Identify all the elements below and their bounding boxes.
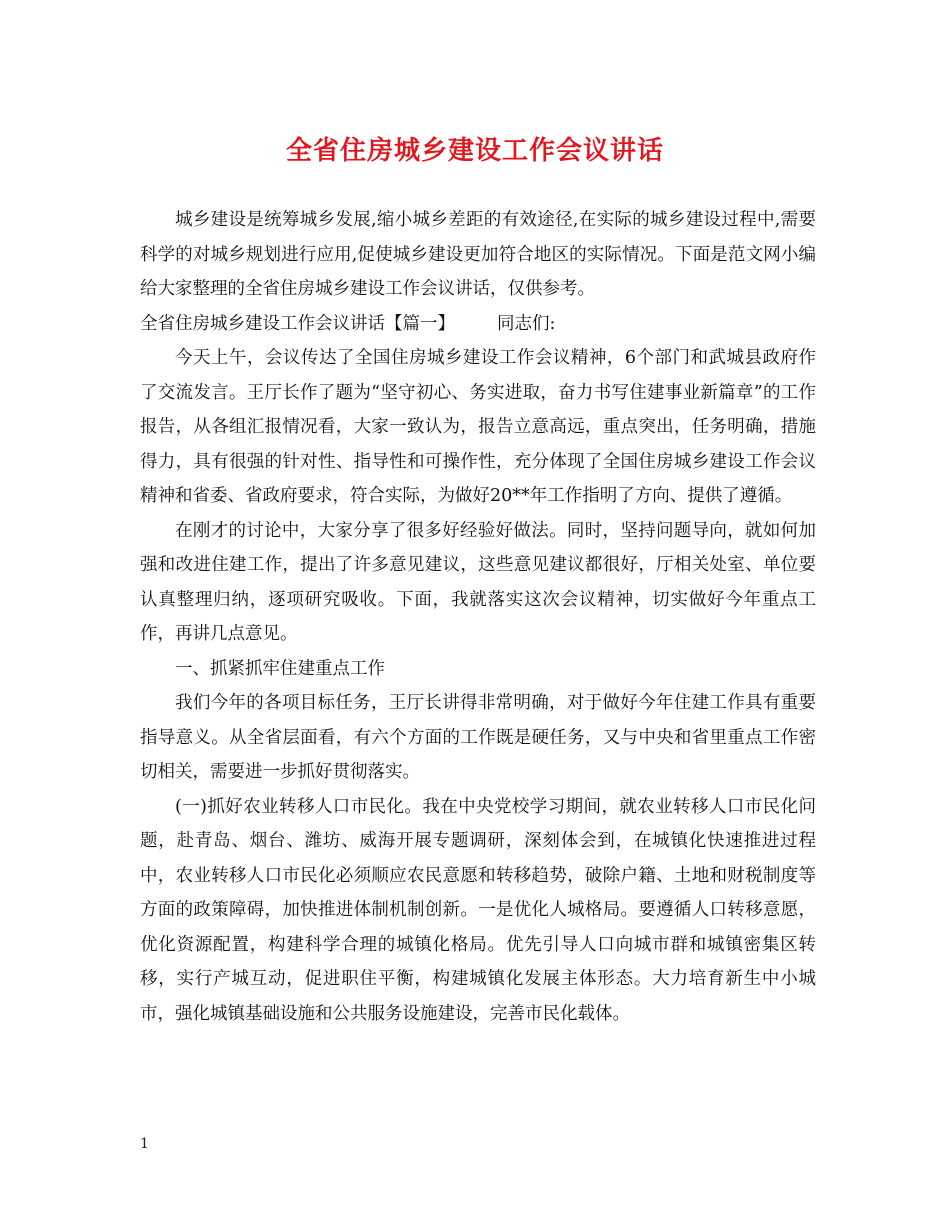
document-title: 全省住房城乡建设工作会议讲话 xyxy=(285,136,664,166)
page-number: 1 xyxy=(140,1136,149,1152)
body-paragraph: 在刚才的讨论中，大家分享了很多好经验好做法。同时，坚持问题导向，就如何加强和改进住建工作，提出了许多意见建议，这些意见建议都很好，厅相关处室、单位要认真整理归纳，逐项研究吸收。下面，我就落实这次会议精神，切实做好今年重点工作，再讲几点意见。 xyxy=(140,520,816,644)
intro-paragraph: 城乡建设是统筹城乡发展,缩小城乡差距的有效途径,在实际的城乡建设过程中,需要科学的对城乡规划进行应用,促使城乡建设更加符合地区的实际情况。下面是范文网小编给大家整理的全省住房城乡建设工作会议讲话，仅供参考。 xyxy=(140,210,816,299)
body-paragraph: 今天上午，会议传达了全国住房城乡建设工作会议精神，6个部门和武城县政府作了交流发言。王厅长作了题为“坚守初心、务实进取，奋力书写住建事业新篇章”的工作报告，从各组汇报情况看，大家一致认为，报告立意高远，重点突出，任务明确，措施得力，具有很强的针对性、指导性和可操作性，充分体现了全国住房城乡建设工作会议精神和省委、省政府要求，符合实际，为做好20**年工作指明了方向、提供了遵循。 xyxy=(140,348,816,506)
greeting: 同志们: xyxy=(497,313,556,334)
body-paragraph: 我们今年的各项目标任务，王厅长讲得非常明确，对于做好今年住建工作具有重要指导意义。从全省层面看，有六个方面的工作既是硬任务，又与中央和省里重点工作密切相关，需要进一步抓好贯彻落实。 xyxy=(140,693,816,782)
section-heading: 全省住房城乡建设工作会议讲话【篇一】 xyxy=(140,313,455,334)
document-body xyxy=(140,203,816,1031)
section-heading-line xyxy=(140,307,816,342)
body-paragraph: (一)抓好农业转移人口市民化。我在中央党校学习期间，就农业转移人口市民化问题，赴青岛、烟台、潍坊、威海开展专题调研，深刻体会到，在城镇化快速推进过程中，农业转移人口市民化必须顺应农民意愿和转移趋势，破除户籍、土地和财税制度等方面的政策障碍，加快推进体制机制创新。一是优化人城格局。要遵循人口转移意愿，优化资源配置，构建科学合理的城镇化格局。优先引导人口向城市群和城镇密集区转移，实行产城互动，促进职住平衡，构建城镇化发展主体形态。大力培育新生中小城市，强化城镇基础设施和公共服务设施建设，完善市民化载体。 xyxy=(140,796,816,1024)
subsection-heading: 一、抓紧抓牢住建重点工作 xyxy=(175,658,385,679)
